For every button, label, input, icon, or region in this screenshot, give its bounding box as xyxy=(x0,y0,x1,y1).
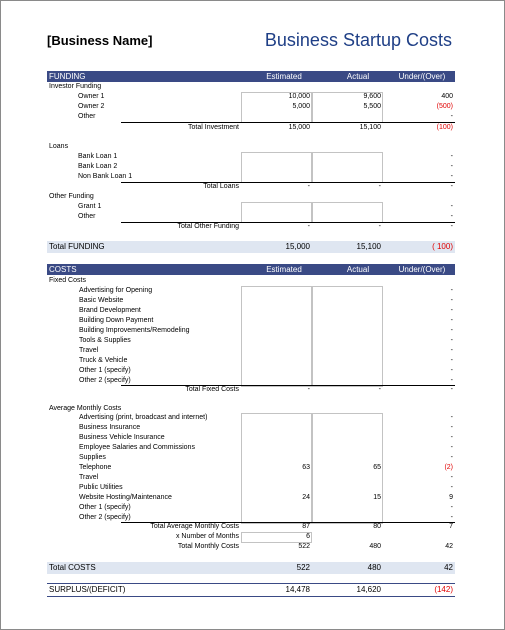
total-monthly-costs-label: Total Monthly Costs xyxy=(177,543,239,550)
monthly-cost-item-actual[interactable]: 65 xyxy=(373,464,381,471)
fixed-cost-item-label: Travel xyxy=(79,347,99,354)
fixed-cost-item-row xyxy=(47,296,455,306)
total-avg-monthly-row xyxy=(47,522,455,532)
total-avg-monthly-actual: 80 xyxy=(373,523,381,530)
other-funding-label-row xyxy=(47,192,455,202)
total-funding-estimated: 15,000 xyxy=(285,242,310,251)
fixed-cost-item-row xyxy=(47,356,455,366)
total-loans-label: Total Loans xyxy=(203,183,239,190)
other-funding-label: Other Funding xyxy=(49,193,94,200)
fixed-cost-item-row xyxy=(47,286,455,296)
surplus-deficit-row xyxy=(47,583,455,597)
monthly-cost-item-variance: - xyxy=(450,474,453,481)
total-costs-actual: 480 xyxy=(367,563,381,572)
fixed-cost-item-label: Other 1 (specify) xyxy=(79,367,131,374)
number-of-months-label: x Number of Months xyxy=(175,533,239,540)
total-fixed-costs-row xyxy=(47,385,455,395)
bank-loan1-label: Bank Loan 1 xyxy=(78,153,118,160)
monthly-cost-item-estimated[interactable]: 24 xyxy=(302,494,310,501)
total-monthly-costs-row xyxy=(47,542,455,552)
total-monthly-costs-estimated: 522 xyxy=(298,543,310,550)
total-loans-variance: - xyxy=(450,183,453,190)
monthly-cost-item-row xyxy=(47,473,455,483)
monthly-cost-item-row xyxy=(47,443,455,453)
monthly-cost-item-label: Advertising (print, broadcast and internet) xyxy=(79,414,208,421)
fixed-cost-item-row xyxy=(47,336,455,346)
fixed-costs-label: Fixed Costs xyxy=(49,277,86,284)
total-investment-estimated: 15,000 xyxy=(288,124,310,131)
variance-column-header: Under/(Over) xyxy=(398,72,446,81)
document-title: Business Startup Costs xyxy=(264,30,452,50)
fixed-cost-item-variance: - xyxy=(450,307,453,314)
monthly-cost-item-variance: (2) xyxy=(444,464,453,471)
actual-column-header: Actual xyxy=(346,72,370,81)
monthly-cost-item-variance: 9 xyxy=(449,494,453,501)
monthly-cost-item-label: Website Hosting/Maintenance xyxy=(79,494,172,501)
total-fixed-costs-variance: - xyxy=(450,386,453,393)
total-investment-variance: (100) xyxy=(436,124,453,131)
fixed-cost-item-row xyxy=(47,306,455,316)
monthly-cost-item-row xyxy=(47,413,455,423)
total-funding-label: Total FUNDING xyxy=(49,242,105,251)
monthly-cost-item-label: Business Vehicle Insurance xyxy=(79,434,165,441)
owner1-label: Owner 1 xyxy=(78,93,105,100)
monthly-cost-item-label: Travel xyxy=(79,474,99,481)
total-investment-actual: 15,100 xyxy=(359,124,381,131)
monthly-cost-item-row xyxy=(47,503,455,513)
non-bank-loan1-variance: - xyxy=(450,173,453,180)
monthly-cost-item-label: Other 1 (specify) xyxy=(79,504,131,511)
monthly-cost-item-variance: - xyxy=(450,444,453,451)
other-funding-other-variance: - xyxy=(450,213,453,220)
total-loans-estimated: - xyxy=(307,183,310,190)
total-funding-actual: 15,100 xyxy=(356,242,381,251)
fixed-cost-item-row xyxy=(47,346,455,356)
monthly-cost-item-label: Telephone xyxy=(79,464,112,471)
total-other-funding-actual: - xyxy=(378,223,381,230)
monthly-cost-item-variance: - xyxy=(450,514,453,521)
monthly-cost-item-row xyxy=(47,453,455,463)
total-costs-variance: 42 xyxy=(444,563,453,572)
monthly-cost-item-estimated[interactable]: 63 xyxy=(302,464,310,471)
fixed-cost-item-variance: - xyxy=(450,317,453,324)
fixed-cost-item-label: Basic Website xyxy=(79,297,124,304)
business-name[interactable]: [Business Name] xyxy=(47,33,153,48)
costs-header-row xyxy=(47,264,455,275)
monthly-cost-item-row xyxy=(47,483,455,493)
owner2-actual[interactable]: 5,500 xyxy=(363,103,381,110)
fixed-cost-item-label: Building Down Payment xyxy=(79,317,154,324)
fixed-cost-item-variance: - xyxy=(450,367,453,374)
monthly-cost-item-variance: - xyxy=(450,424,453,431)
monthly-cost-item-variance: - xyxy=(450,454,453,461)
investor-other-row xyxy=(47,112,455,122)
loans-label-row xyxy=(47,142,455,152)
fixed-cost-item-variance: - xyxy=(450,327,453,334)
total-monthly-costs-variance: 42 xyxy=(445,543,453,550)
total-fixed-costs-label: Total Fixed Costs xyxy=(185,386,239,393)
owner1-actual[interactable]: 9,600 xyxy=(363,93,381,100)
surplus-deficit-variance: (142) xyxy=(434,585,453,594)
fixed-cost-item-variance: - xyxy=(450,377,453,384)
fixed-cost-item-row xyxy=(47,316,455,326)
total-loans-row xyxy=(47,182,455,192)
grant1-label: Grant 1 xyxy=(78,203,102,210)
owner2-row xyxy=(47,102,455,112)
monthly-cost-item-variance: - xyxy=(450,504,453,511)
fixed-cost-item-row xyxy=(47,326,455,336)
bank-loan2-row xyxy=(47,162,455,172)
fixed-cost-item-variance: - xyxy=(450,287,453,294)
owner2-estimated[interactable]: 5,000 xyxy=(292,103,310,110)
monthly-cost-item-row xyxy=(47,423,455,433)
total-other-funding-estimated: - xyxy=(307,223,310,230)
surplus-deficit-actual: 14,620 xyxy=(356,585,381,594)
funding-section-label: FUNDING xyxy=(49,72,86,81)
total-avg-monthly-label: Total Average Monthly Costs xyxy=(150,523,239,530)
monthly-cost-item-row xyxy=(47,433,455,443)
costs-section-label: COSTS xyxy=(49,265,77,274)
surplus-deficit-label: SURPLUS/(DEFICIT) xyxy=(49,585,126,594)
total-avg-monthly-variance: 7 xyxy=(449,523,453,530)
monthly-cost-item-row xyxy=(47,463,455,473)
surplus-deficit-estimated: 14,478 xyxy=(285,585,310,594)
fixed-cost-item-row xyxy=(47,366,455,376)
other-funding-other-row xyxy=(47,212,455,222)
total-costs-row xyxy=(47,562,455,574)
other-funding-other-label: Other xyxy=(78,213,96,220)
monthly-cost-item-actual[interactable]: 15 xyxy=(373,494,381,501)
estimated-column-header: Estimated xyxy=(266,72,302,81)
total-loans-actual: - xyxy=(378,183,381,190)
owner2-label: Owner 2 xyxy=(78,103,105,110)
total-other-funding-label: Total Other Funding xyxy=(177,223,239,230)
monthly-cost-item-variance: - xyxy=(450,484,453,491)
investor-funding-label-row xyxy=(47,82,455,92)
investor-other-variance: - xyxy=(450,113,453,120)
monthly-cost-item-variance: - xyxy=(450,414,453,421)
investor-other-label: Other xyxy=(78,113,96,120)
total-fixed-costs-estimated: - xyxy=(307,386,310,393)
total-avg-monthly-estimated: 87 xyxy=(302,523,310,530)
owner1-estimated[interactable]: 10,000 xyxy=(288,93,310,100)
costs-actual-column-header: Actual xyxy=(346,265,370,274)
number-of-months-value[interactable]: 6 xyxy=(306,533,310,540)
investor-funding-label: Investor Funding xyxy=(49,83,102,90)
fixed-cost-item-variance: - xyxy=(450,297,453,304)
total-monthly-costs-actual: 480 xyxy=(369,543,381,550)
total-funding-row xyxy=(47,241,455,253)
fixed-cost-item-label: Other 2 (specify) xyxy=(79,377,131,384)
owner1-row xyxy=(47,92,455,102)
total-funding-variance: ( 100) xyxy=(432,242,453,251)
fixed-cost-item-label: Brand Development xyxy=(79,307,141,314)
monthly-cost-item-label: Public Utilities xyxy=(79,484,123,491)
fixed-cost-item-label: Truck & Vehicle xyxy=(79,357,128,364)
loans-label: Loans xyxy=(49,143,69,150)
fixed-cost-item-variance: - xyxy=(450,357,453,364)
fixed-cost-item-label: Advertising for Opening xyxy=(79,287,153,294)
fixed-costs-label-row xyxy=(47,276,455,286)
bank-loan2-variance: - xyxy=(450,163,453,170)
bank-loan2-label: Bank Loan 2 xyxy=(78,163,118,170)
fixed-cost-item-label: Building Improvements/Remodeling xyxy=(79,327,190,334)
fixed-cost-item-variance: - xyxy=(450,347,453,354)
total-investment-row xyxy=(47,123,455,133)
owner2-variance: (500) xyxy=(436,103,453,110)
total-other-funding-variance: - xyxy=(450,223,453,230)
monthly-cost-item-label: Supplies xyxy=(79,454,106,461)
total-other-funding-row xyxy=(47,222,455,232)
total-costs-estimated: 522 xyxy=(296,563,310,572)
non-bank-loan1-row xyxy=(47,172,455,182)
owner1-variance: 400 xyxy=(441,93,453,100)
costs-estimated-column-header: Estimated xyxy=(266,265,302,274)
total-costs-label: Total COSTS xyxy=(49,563,96,572)
funding-header-row xyxy=(47,71,455,82)
total-investment-label: Total Investment xyxy=(188,124,239,131)
total-fixed-costs-actual: - xyxy=(378,386,381,393)
monthly-costs-label: Average Monthly Costs xyxy=(49,405,122,412)
monthly-cost-item-variance: - xyxy=(450,434,453,441)
monthly-cost-item-label: Other 2 (specify) xyxy=(79,514,131,521)
bank-loan1-row xyxy=(47,152,455,162)
fixed-cost-item-variance: - xyxy=(450,337,453,344)
fixed-cost-item-label: Tools & Supplies xyxy=(79,337,131,344)
monthly-cost-item-label: Business Insurance xyxy=(79,424,141,431)
monthly-cost-item-row xyxy=(47,493,455,503)
costs-variance-column-header: Under/(Over) xyxy=(398,265,446,274)
monthly-cost-item-label: Employee Salaries and Commissions xyxy=(79,444,195,451)
grant1-row xyxy=(47,202,455,212)
grant1-variance: - xyxy=(450,203,453,210)
non-bank-loan1-label: Non Bank Loan 1 xyxy=(78,173,133,180)
bank-loan1-variance: - xyxy=(450,153,453,160)
number-of-months-row xyxy=(47,532,455,542)
